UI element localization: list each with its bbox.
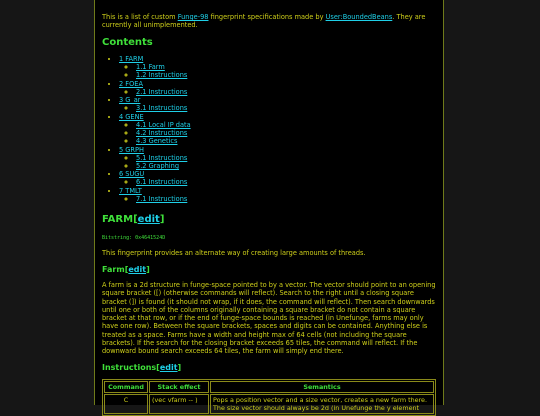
edit-bracket: ] xyxy=(177,363,182,373)
toc-subitem xyxy=(136,154,436,162)
cell-command: C xyxy=(104,394,148,414)
instructions-subheading-text: Instructions xyxy=(102,363,157,373)
toc-link[interactable]: 2 FOEA xyxy=(119,79,143,88)
toc-link[interactable]: 1.1 Farm xyxy=(136,63,165,72)
toc-link[interactable]: 5.1 Instructions xyxy=(136,153,188,162)
edit-bracket: ] xyxy=(146,265,150,275)
farm-heading-text: FARM xyxy=(102,214,134,226)
toc-item xyxy=(119,170,436,186)
toc-link[interactable]: 5 GRPH xyxy=(119,145,144,154)
toc-link[interactable]: 6 SUGU xyxy=(119,170,145,179)
toc-subitem xyxy=(136,121,436,129)
toc-subitem xyxy=(136,63,436,71)
funge98-link[interactable]: Funge-98 xyxy=(177,13,209,21)
toc-subitem xyxy=(136,178,436,186)
farm-subheading xyxy=(102,265,436,275)
user-link[interactable]: User:BoundedBeans xyxy=(325,13,393,21)
toc-link[interactable]: 2.1 Instructions xyxy=(136,87,188,96)
instructions-subheading xyxy=(102,363,436,373)
toc-item xyxy=(119,96,436,112)
toc-link[interactable]: 4.2 Instructions xyxy=(136,129,188,138)
edit-link[interactable]: edit xyxy=(128,265,147,275)
toc-link[interactable]: 6.1 Instructions xyxy=(136,178,188,187)
toc-link[interactable]: 1 FARM xyxy=(119,54,144,63)
intro-text: fingerprint specifications made by xyxy=(208,13,326,21)
column-header-stack-effect: Stack effect xyxy=(149,381,209,393)
toc-subitem xyxy=(136,71,436,79)
table-header-row xyxy=(104,381,434,393)
toc-subitem xyxy=(136,137,436,145)
intro-paragraph xyxy=(102,13,436,29)
toc-item xyxy=(119,55,436,80)
edit-bracket: [ xyxy=(156,363,160,373)
toc-link[interactable]: 7 TMLT xyxy=(119,186,142,195)
toc-subitem xyxy=(136,162,436,170)
page-content xyxy=(94,0,444,413)
toc-link[interactable]: 7.1 Instructions xyxy=(136,194,188,203)
farm-explanation: A farm is a 2d structure in funge-space pointed to by a vector. The vector should point to an opening square bracket ([) (otherwise commands will reflect). Search to the right until a closing square bracket (]) is found (it should not wrap, if it does, the command will reflect). Then search downwards until one or both of the columns originally containing a square bracket do not contain a square bracket at that row, or if the end of funge-space bounds is reached (in Unefunge, farms may only have one row). Between the square brackets, spaces and digits can be contained. Anything else is treated as a space. Farms have a width and height max of 64 cells (not including the square brackets). If the search for the closing bracket exceeds 65 tiles, the command will reflect. If the downward bound search exceeds 64 tiles, the farm will simply end there. xyxy=(102,281,436,356)
toc-subitem xyxy=(136,104,436,112)
toc-link[interactable]: 3 G_ar xyxy=(119,96,141,105)
toc-link[interactable]: 5.2 Graphing xyxy=(136,162,180,171)
toc-item xyxy=(119,80,436,96)
edit-link[interactable]: edit xyxy=(137,214,160,226)
table-of-contents xyxy=(102,55,436,203)
cell-semantics: Pops a position vector and a size vector, creates a new farm there. The size vector should always be 2d (in Unefunge the y element xyxy=(210,394,434,414)
toc-link[interactable]: 4.1 Local IP data xyxy=(136,120,191,129)
table-row xyxy=(104,394,434,414)
edit-bracket: [ xyxy=(133,214,138,226)
intro-text: . They are currently all unimplemented. xyxy=(102,13,426,30)
farm-subheading-text: Farm xyxy=(102,265,125,275)
article-body xyxy=(102,13,436,416)
toc-item xyxy=(119,113,436,146)
toc-subitem xyxy=(136,129,436,137)
toc-link[interactable]: 3.1 Instructions xyxy=(136,104,188,113)
farm-heading xyxy=(102,214,436,227)
toc-item xyxy=(119,187,436,203)
farm-description: This fingerprint provides an alternate way of creating large amounts of threads. xyxy=(102,248,366,257)
contents-title: Contents xyxy=(102,37,153,49)
toc-subitem xyxy=(136,88,436,96)
bitstring: Bitstring: 0x4641524D xyxy=(102,234,166,241)
intro-text: This is a list of custom xyxy=(102,13,178,21)
column-header-semantics: Semantics xyxy=(210,381,434,393)
toc-link[interactable]: 4 GENE xyxy=(119,112,144,121)
column-header-command: Command xyxy=(104,381,148,393)
toc-subitem xyxy=(136,195,436,203)
edit-link[interactable]: edit xyxy=(159,363,178,373)
instructions-table xyxy=(102,379,436,416)
edit-bracket: ] xyxy=(159,214,165,226)
toc-item xyxy=(119,146,436,171)
edit-bracket: [ xyxy=(124,265,129,275)
toc-link[interactable]: 4.3 Genetics xyxy=(136,137,178,146)
cell-stack-effect: (vec vfarm -- ) xyxy=(149,394,209,414)
toc-link[interactable]: 1.2 Instructions xyxy=(136,71,188,80)
